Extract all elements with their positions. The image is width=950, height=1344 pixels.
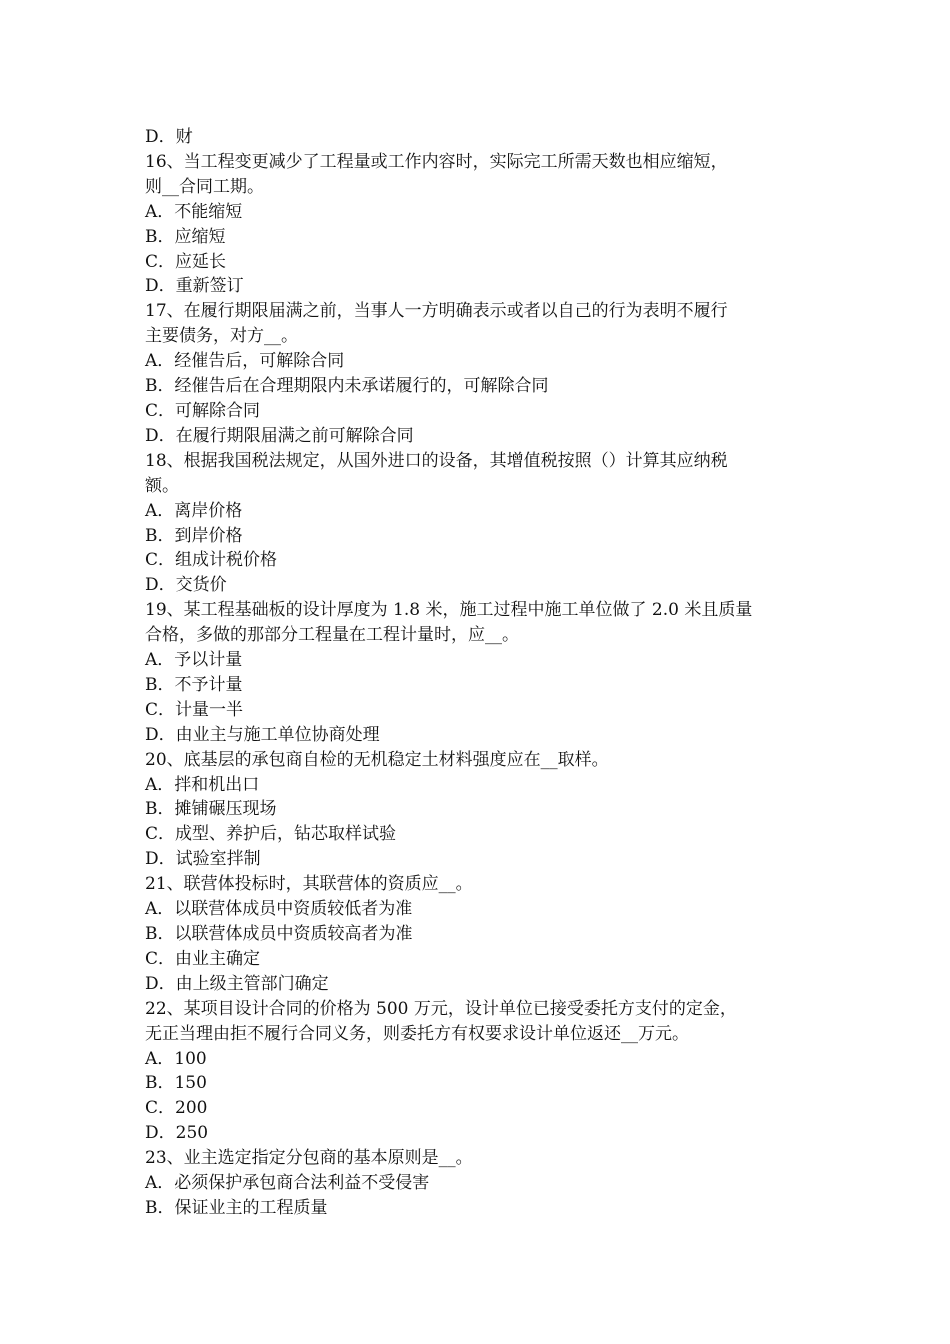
text-line: A．拌和机出口: [145, 774, 260, 795]
text-line: 额。: [145, 475, 179, 496]
text-line: 无正当理由拒不履行合同义务，则委托方有权要求设计单位返还__万元。: [145, 1023, 689, 1044]
text-line: B．以联营体成员中资质较高者为准: [145, 924, 413, 944]
text-line: A．必须保护承包商合法利益不受侵害: [145, 1173, 430, 1194]
text-line: A．不能缩短: [145, 201, 243, 222]
text-line: D．在履行期限届满之前可解除合同: [145, 425, 414, 446]
text-line: 19、某工程基础板的设计厚度为 1.8 米，施工过程中施工单位做了 2.0 米且质量: [145, 600, 753, 621]
text-line: D．由上级主管部门确定: [145, 973, 329, 994]
text-line: C．200: [145, 1098, 208, 1119]
text-line: C．计量一半: [145, 699, 244, 720]
text-line: D．由业主与施工单位协商处理: [145, 724, 380, 745]
text-line: 22、某项目设计合同的价格为 500 万元，设计单位已接受委托方支付的定金，: [145, 998, 737, 1019]
text-line: 18、根据我国税法规定，从国外进口的设备，其增值税按照（）计算其应纳税: [145, 450, 728, 471]
text-line: A．100: [145, 1048, 207, 1069]
text-line: 20、底基层的承包商自检的无机稳定土材料强度应在__取样。: [145, 749, 609, 770]
text-line: C．组成计税价格: [145, 550, 278, 571]
text-line: C．成型、养护后，钻芯取样试验: [145, 824, 397, 845]
text-line: D．财: [145, 127, 193, 147]
text-line: B．不予计量: [145, 674, 243, 695]
text-line: 21、联营体投标时，其联营体的资质应__。: [145, 874, 473, 895]
text-line: D．250: [145, 1123, 209, 1144]
text-line: C．应延长: [145, 251, 227, 272]
text-line: 16、当工程变更减少了工程量或工作内容时，实际完工所需天数也相应缩短，: [145, 151, 728, 172]
text-line: 23、业主选定指定分包商的基本原则是__。: [145, 1148, 473, 1169]
text-line: 17、在履行期限届满之前，当事人一方明确表示或者以自己的行为表明不履行: [145, 301, 728, 322]
text-line: A．经催告后，可解除合同: [145, 351, 345, 372]
text-line: B．经催告后在合理期限内未承诺履行的，可解除合同: [145, 376, 549, 397]
text-line: A．离岸价格: [145, 500, 243, 521]
document-body: [145, 125, 815, 1221]
text-line: B．应缩短: [145, 226, 226, 247]
text-line: 合格，多做的那部分工程量在工程计量时，应__。: [145, 625, 519, 646]
text-line: D．重新签订: [145, 276, 244, 297]
text-line: D．试验室拌制: [145, 849, 261, 870]
text-line: A．予以计量: [145, 650, 243, 671]
text-line: B．保证业主的工程质量: [145, 1197, 328, 1218]
text-line: B．150: [145, 1073, 207, 1094]
text-line: 主要债务，对方__。: [145, 326, 298, 347]
text-line: D．交货价: [145, 575, 227, 596]
text-line: B．摊铺碾压现场: [145, 799, 277, 820]
text-line: C．可解除合同: [145, 400, 261, 421]
text-line: B．到岸价格: [145, 525, 243, 546]
text-line: C．由业主确定: [145, 948, 261, 969]
text-line: 则__合同工期。: [145, 176, 264, 197]
text-line: A．以联营体成员中资质较低者为准: [145, 899, 413, 920]
